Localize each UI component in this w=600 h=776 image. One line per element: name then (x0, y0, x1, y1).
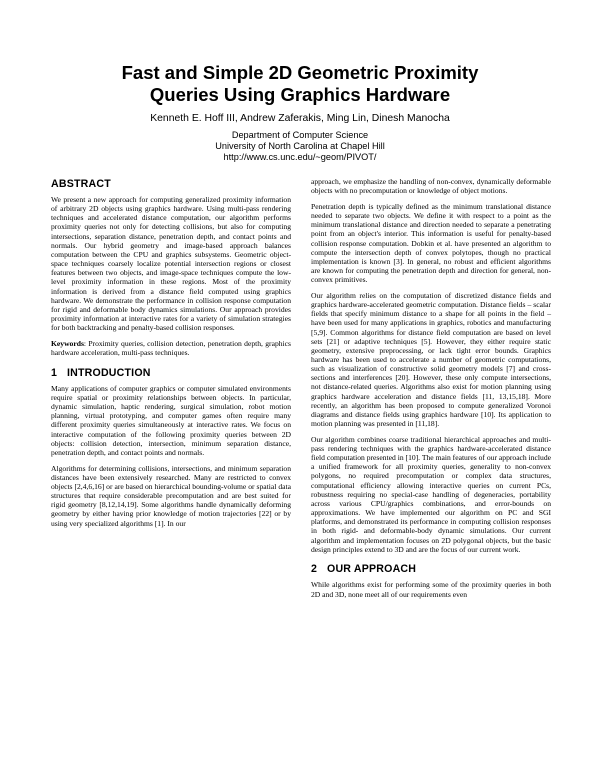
section-2-heading (311, 563, 551, 575)
section-2-title: OUR APPROACH (327, 563, 417, 576)
left-column (51, 178, 291, 534)
abstract-body: We present a new approach for computing generalized proximity information of arbitrary 2D objects using graphics hardware. Using multi-pass rendering techniques and accelerated distance computation, our algorithm performs proximity queries not only for detecting collisions, but also for computing intersections, separation distance, penetration depth, and contact points and normals. Our hybrid geometry and image-based approach balances computation between the CPU and graphics subsystems. Geometric object-space techniques coarsely localize potential intersection regions or closest features between two objects, and image-space techniques compute the low-level proximity information in these regions. Most of the proximity information is derived from a distance field computed using graphics hardware. We demonstrate the performance in collision response computation for rigid and deformable body dynamics simulations. Our approach provides proximity information at interactive rates for a variety of simulation strategies for both backtracking and penalty-based collision responses. (51, 195, 291, 333)
project-url: http://www.cs.unc.edu/~geom/PIVOT/ (223, 152, 377, 163)
section-1-number: 1 (51, 366, 58, 379)
author-list: Kenneth E. Hoff III, Andrew Zaferakis, Ming Lin, Dinesh Manocha (150, 113, 450, 124)
affiliation-department: Department of Computer Science (231, 130, 369, 140)
keywords-text: : Proximity queries, collision detection, penetration depth, graphics hardware acceleration, multi-pass techniques. (51, 338, 291, 358)
section-1-heading (51, 367, 291, 379)
approach-paragraph-1: While algorithms exist for performing some of the proximity queries in both 2D and 3D, none meet all of our requirements even (311, 580, 551, 599)
right-paragraph-1: approach, we emphasize the handling of non-convex, dynamically deformable objects with no precomputation or knowledge of object motions. (311, 177, 551, 196)
keywords-label: Keywords (51, 338, 84, 348)
title-line-2: Queries Using Graphics Hardware (149, 84, 451, 105)
intro-paragraph-2: Algorithms for determining collisions, intersections, and minimum separation distances have been extensively researched. Many are restricted to convex objects [2,4,6,16] or are based on hierarchical bounding-volume or spatial data structures that require considerable precomputation and are best suited for rigid geometry [8,12,14,19]. Some algorithms handle dynamically deforming geometry by either having prior knowledge of motion trajectories [22] or by using very specialized algorithms [1]. In our (51, 463, 291, 528)
affiliation-university: University of North Carolina at Chapel Hill (215, 141, 385, 152)
section-2-number: 2 (311, 563, 318, 576)
affiliation (0, 130, 600, 164)
right-column (311, 177, 551, 605)
right-paragraph-4: Our algorithm combines coarse traditional hierarchical approaches and multi-pass rendering techniques with the graphics hardware-accelerated distance field computation presented in [10]. The main features of our approach include a unified framework for all proximity queries, generality to non-convex polygons, no required precomputation or complex data structures, computational efficiency allowing interactive queries on current PCs, robustness requiring no special-case handling of degeneracies, portability across various CPU/graphics combinations, and error-bounds on approximations. We have implemented our algorithm on PC and SGI platforms, and demonstrated its performance in computing collision responses in both rigid- and deformable-body dynamic simulations. Our current algorithm and implementation focuses on 2D polygonal objects, but the basic design principles extend to 3D and are the focus of our current work. (311, 434, 551, 554)
section-1-title: INTRODUCTION (67, 366, 151, 379)
paper-title (0, 62, 600, 106)
abstract-heading: ABSTRACT (51, 178, 111, 190)
right-paragraph-2: Penetration depth is typically defined as the minimum translational distance needed to separate two objects. We define it with respect to a point as the minimum translational distance and direction needed to separate a penetrating point from an object's interior. This information is useful for penalty-based collision response computation. Dobkin et al. have presented an algorithm to compute the intersection depth of convex polytopes, though no practical implementation is known [3]. In general, no robust and efficient algorithms are known for computing the penetration depth and direction for general, non-convex primitives. (311, 201, 551, 285)
right-paragraph-3: Our algorithm relies on the computation of discretized distance fields and graphics hardware-accelerated geometric computation. Distance fields – scalar fields that specify minimum distance to a shape for all points in the field – have been used for many applications in graphics, robotics and manufacturing [5,9]. Common algorithms for distance field computation are based on level sets [21] or adaptive techniques [5]. However, they either require static geometry, extensive preprocessing, or lack tight error bounds. Graphics hardware has been used to accelerate a number of geometric computations, such as visualization of constructive solid geometry models [7] and cross-sections and interferences [20]. However, these only compute intersections, not distance-related queries. Algorithms also exist for motion planning using graphics hardware acceleration and distance fields [11, 13,15,18]. More recently, an algorithm has been proposed to compute generalized Voronoi diagrams and distance fields using graphics hardware [10]. Its application to motion planning was presented in [11,18]. (311, 290, 551, 429)
title-line-1: Fast and Simple 2D Geometric Proximity (121, 62, 479, 83)
keywords-paragraph (51, 339, 291, 357)
intro-paragraph-1: Many applications of computer graphics or computer simulated environments require spatial or proximity relationships between objects. In particular, dynamic simulation, haptic rendering, surgical simulation, robot motion planning, virtual prototyping, and computer games often require many different proximity queries simultaneously at interactive rates. We focus on interactive computation of the following proximity queries between 2D objects: collision detection, intersection, minimum separation distance, penetration depth, and contact points and normals. (51, 383, 291, 457)
